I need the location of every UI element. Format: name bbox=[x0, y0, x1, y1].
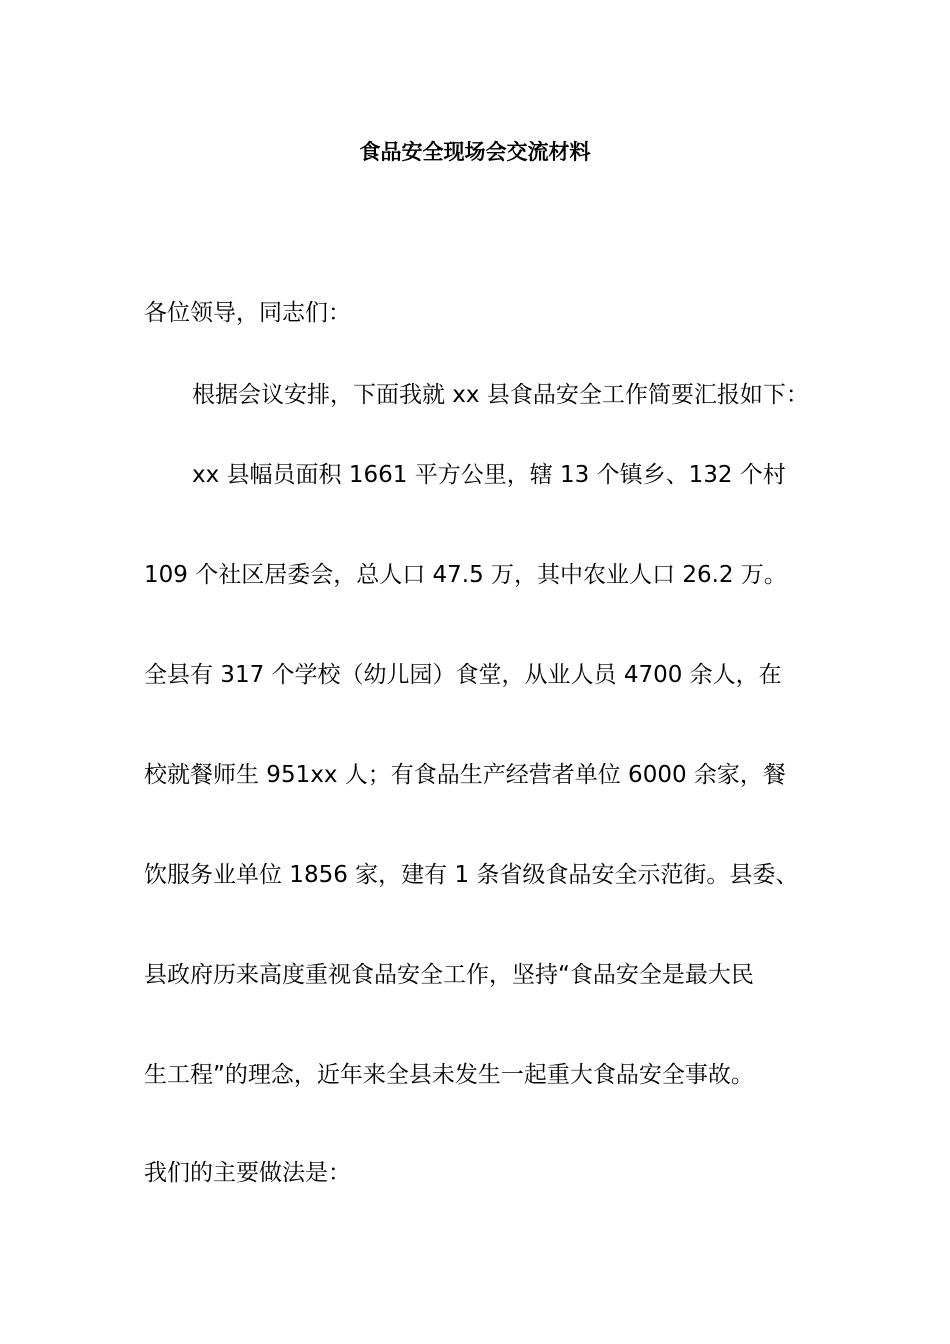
body-line-5: 饮服务业单位 1856 家，建有 1 条省级食品安全示范街。县委、 bbox=[144, 862, 799, 888]
document-title: 食品安全现场会交流材料 bbox=[359, 140, 591, 164]
intro-line: 根据会议安排，下面我就 xx 县食品安全工作简要汇报如下： bbox=[192, 382, 809, 408]
salutation-line: 各位领导，同志们： bbox=[144, 300, 351, 326]
body-line-1: xx 县幅员面积 1661 平方公里，辖 13 个镇乡、132 个村 bbox=[192, 462, 786, 488]
body-line-3: 全县有 317 个学校（幼儿园）食堂，从业人员 4700 余人，在 bbox=[144, 662, 782, 688]
body-line-4: 校就餐师生 951xx 人；有食品生产经营者单位 6000 余家，餐 bbox=[144, 762, 786, 788]
body-line-6: 县政府历来高度重视食品安全工作，坚持“食品安全是最大民 bbox=[144, 962, 754, 988]
body-line-2: 109 个社区居委会，总人口 47.5 万，其中农业人口 26.2 万。 bbox=[144, 562, 787, 588]
approach-intro-line: 我们的主要做法是： bbox=[144, 1160, 351, 1186]
body-line-7: 生工程”的理念，近年来全县未发生一起重大食品安全事故。 bbox=[144, 1062, 754, 1088]
